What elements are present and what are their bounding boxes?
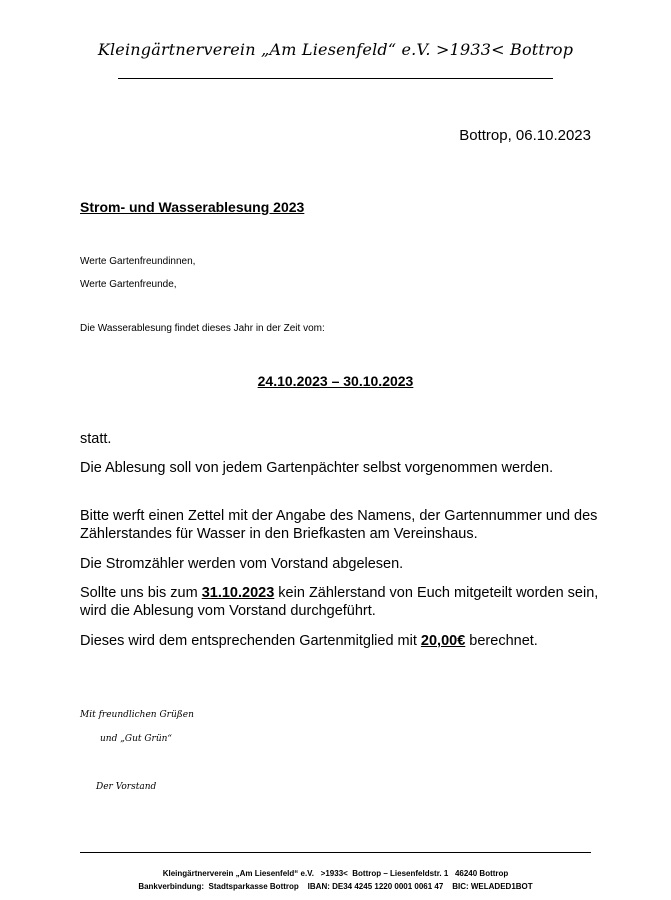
letter-subject: Strom- und Wasserablesung 2023 [80,199,305,215]
kosten-text-end: berechnet. [465,633,538,649]
deadline-date: 31.10.2023 [201,585,275,601]
kosten-text-start: Dieses wird dem entsprechenden Gartenmitglied mit [80,633,421,649]
paragraph-zettel: Bitte werft einen Zettel mit der Angabe des Namens, der Gartennummer und des Zählerstandes für Wasser in den Briefkasten am Vereinshaus. [80,508,598,542]
frist-text-end: kein Zählerstand von Euch mitgeteilt worden sein, wird die Ablesung vom Vorstand durchgeführt. [80,585,599,619]
paragraph-statt: statt. [80,431,112,447]
intro-text: Die Wasserablesung findet dieses Jahr in der Zeit vom: [80,323,325,334]
salutation-line-1: Werte Gartenfreundinnen, [80,256,196,267]
footer-bank-details: Bankverbindung: Stadtsparkasse Bottrop IBAN: DE34 4245 1220 0001 0061 47 BIC: WELADED1BOT [138,882,533,891]
closing-gut-gruen: und „Gut Grün“ [100,734,173,744]
paragraph-ablesung: Die Ablesung soll von jedem Gartenpächter selbst vorgenommen werden. [80,460,554,476]
reading-period: 24.10.2023 – 30.10.2023 [257,373,414,389]
footer-divider [80,852,591,853]
salutation-line-2: Werte Gartenfreunde, [80,279,177,290]
place-date: Bottrop, 06.10.2023 [459,127,591,144]
paragraph-frist [80,584,600,620]
paragraph-stromzaehler: Die Stromzähler werden vom Vorstand abgelesen. [80,556,404,572]
signature-board: Der Vorstand [96,782,157,792]
letterhead-title: Kleingärtnerverein „Am Liesenfeld“ e.V. >1933< Bottrop [97,40,574,59]
fee-amount: 20,00€ [420,633,466,649]
frist-text-start: Sollte uns bis zum [80,585,202,601]
closing-greeting: Mit freundlichen Grüßen [80,710,194,720]
paragraph-kosten [80,632,600,650]
footer-address: Kleingärtnerverein „Am Liesenfeld“ e.V. >1933< Bottrop – Liesenfeldstr. 1 46240 Bottrop [162,869,509,878]
letterhead-divider [118,78,553,79]
